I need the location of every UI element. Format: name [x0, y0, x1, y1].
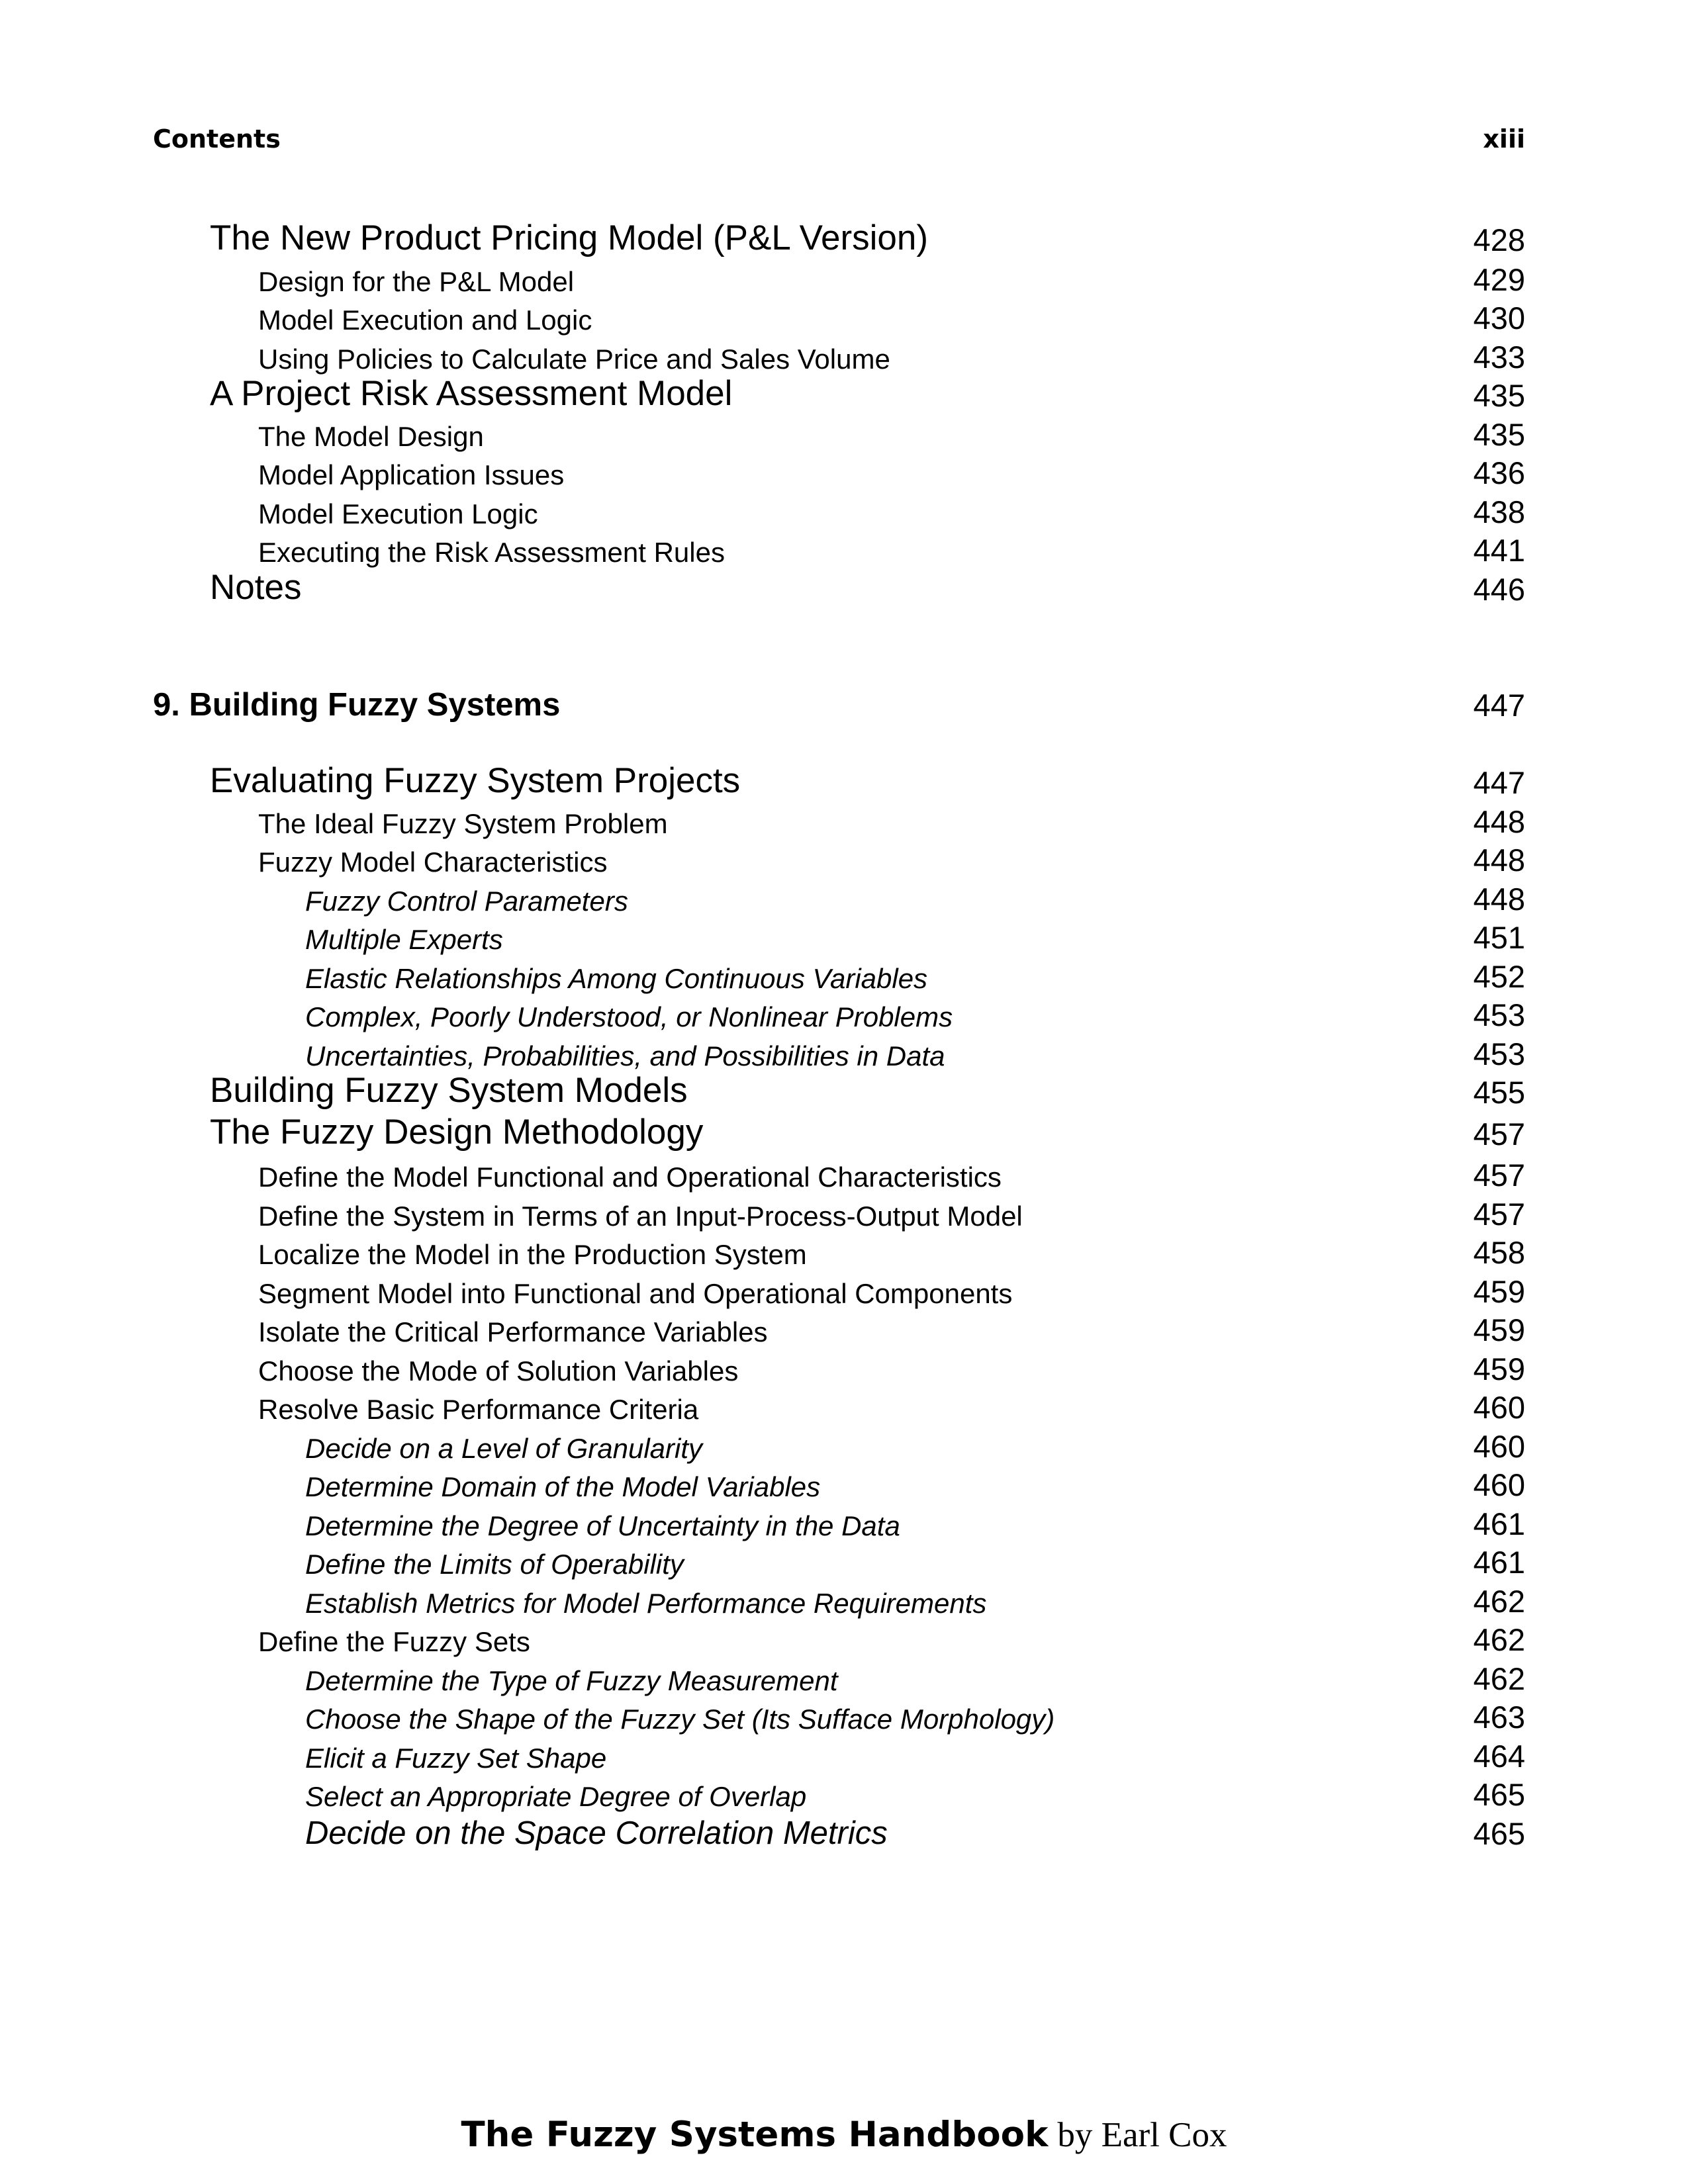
- toc-entry: [0, 1623, 1688, 1663]
- toc-entry-title: Notes: [210, 568, 302, 607]
- toc-entry-title: Model Application Issues: [258, 459, 565, 490]
- toc-entry-page: 462: [1473, 1622, 1525, 1657]
- toc-entry-title: Choose the Mode of Solution Variables: [258, 1355, 739, 1387]
- toc-entry-title: Model Execution and Logic: [258, 304, 592, 336]
- toc-entry-title: A Project Risk Assessment Model: [210, 374, 733, 413]
- toc-entry-title: Fuzzy Control Parameters: [305, 886, 628, 917]
- toc-entry-page: 429: [1473, 262, 1525, 297]
- toc-entry-title: Elicit a Fuzzy Set Shape: [305, 1743, 607, 1774]
- toc-entry-page: 457: [1473, 1197, 1525, 1232]
- toc-entry-page: 453: [1473, 997, 1525, 1032]
- toc-entry: [0, 1546, 1688, 1586]
- toc-entry: [0, 1391, 1688, 1431]
- toc-entry-title: Select an Appropriate Degree of Overlap: [305, 1781, 807, 1812]
- book-title: The Fuzzy Systems Handbook: [461, 2115, 1049, 2155]
- toc-entry: [0, 568, 1688, 613]
- toc-entry: [0, 1662, 1688, 1702]
- toc-entry-title: Segment Model into Functional and Operational Components: [258, 1278, 1013, 1309]
- toc-entry: [0, 1071, 1688, 1116]
- toc-entry: [0, 1198, 1688, 1238]
- toc-entry-page: 438: [1473, 494, 1525, 529]
- toc-entry-title: Multiple Experts: [305, 924, 503, 955]
- toc-entry-page: 460: [1473, 1390, 1525, 1425]
- toc-entry-title: The Ideal Fuzzy System Problem: [258, 808, 668, 839]
- toc-entry-title: Evaluating Fuzzy System Projects: [210, 761, 741, 800]
- toc-entry: [0, 1740, 1688, 1780]
- toc-entry-title: Building Fuzzy System Models: [210, 1071, 688, 1110]
- toc-entry: [0, 1236, 1688, 1276]
- toc-entry-title: Elastic Relationships Among Continuous Variables: [305, 963, 928, 994]
- book-author: by Earl Cox: [1057, 2116, 1227, 2154]
- toc-entry-page: 435: [1473, 417, 1525, 452]
- toc-entry-page: 436: [1473, 455, 1525, 490]
- toc-entry: [0, 457, 1688, 496]
- toc-entry-page: 448: [1473, 882, 1525, 917]
- toc-entry-page: 455: [1473, 1075, 1525, 1110]
- toc-entry: [0, 1701, 1688, 1741]
- toc-entry-title: The New Product Pricing Model (P&L Version): [210, 218, 928, 257]
- toc-entry-title: Define the System in Terms of an Input-Process-Output Model: [258, 1201, 1023, 1232]
- toc-entry-title: Determine the Type of Fuzzy Measurement: [305, 1665, 838, 1696]
- toc-entry-page: 461: [1473, 1545, 1525, 1580]
- toc-entry: [0, 1275, 1688, 1315]
- toc-entry-page: 448: [1473, 842, 1525, 878]
- toc-entry-page: 446: [1473, 572, 1525, 607]
- toc-entry-title: The Fuzzy Design Methodology: [210, 1113, 704, 1152]
- toc-entry: [0, 921, 1688, 961]
- header-page-number: xiii: [1483, 124, 1525, 154]
- toc-entry-title: Define the Fuzzy Sets: [258, 1626, 530, 1657]
- toc-entry: [0, 374, 1688, 419]
- toc-entry-title: Determine the Degree of Uncertainty in the Data: [305, 1510, 900, 1541]
- toc-chapter-entry: [0, 689, 1688, 729]
- toc-entry-page: 465: [1473, 1816, 1525, 1851]
- toc-entry: [0, 1159, 1688, 1199]
- toc-entry-page: 457: [1473, 1158, 1525, 1193]
- toc-entry-page: 462: [1473, 1661, 1525, 1696]
- toc-entry-title: Define the Model Functional and Operational Characteristics: [258, 1161, 1002, 1193]
- toc-entry-page: 460: [1473, 1429, 1525, 1464]
- toc-entry: [0, 218, 1688, 263]
- toc-entry-title: Localize the Model in the Production System: [258, 1239, 807, 1270]
- toc-entry-page: 459: [1473, 1312, 1525, 1347]
- toc-entry-title: The Model Design: [258, 421, 484, 452]
- toc-entry-title: Decide on the Space Correlation Metrics: [305, 1815, 888, 1851]
- toc-entry: [0, 1778, 1688, 1818]
- toc-entry-title: Uncertainties, Probabilities, and Possibilities in Data: [305, 1040, 945, 1071]
- toc-entry-page: 464: [1473, 1739, 1525, 1774]
- toc-entry-page: 459: [1473, 1274, 1525, 1309]
- toc-entry-title: Resolve Basic Performance Criteria: [258, 1394, 699, 1425]
- toc-entry: [0, 844, 1688, 884]
- running-header: [153, 124, 1525, 158]
- toc-entry-title: Choose the Shape of the Fuzzy Set (Its Sufface Morphology): [305, 1704, 1055, 1735]
- toc-entry: [0, 418, 1688, 458]
- toc-entry: [0, 1585, 1688, 1625]
- toc-entry-title: Fuzzy Model Characteristics: [258, 846, 608, 878]
- toc-entry-title: Design for the P&L Model: [258, 266, 575, 297]
- toc-entry-page: 462: [1473, 1584, 1525, 1619]
- toc-entry-page: 458: [1473, 1235, 1525, 1270]
- toc-entry-title: Define the Limits of Operability: [305, 1549, 684, 1580]
- toc-entry-page: 453: [1473, 1036, 1525, 1071]
- toc-entry-page: 428: [1473, 222, 1525, 257]
- toc-entry: [0, 1469, 1688, 1508]
- page-footer: [0, 2115, 1688, 2155]
- toc-entry: [0, 1817, 1688, 1857]
- toc-entry: [0, 302, 1688, 341]
- toc-entry: [0, 1113, 1688, 1158]
- toc-entry-title: Determine Domain of the Model Variables: [305, 1471, 821, 1502]
- toc-entry-title: Decide on a Level of Granularity: [305, 1433, 702, 1464]
- toc-entry: [0, 805, 1688, 845]
- toc-entry: [0, 999, 1688, 1038]
- toc-entry: [0, 263, 1688, 303]
- toc-entry-page: 451: [1473, 920, 1525, 955]
- toc-entry-page: 460: [1473, 1467, 1525, 1502]
- toc-entry-title: Complex, Poorly Understood, or Nonlinear Problems: [305, 1001, 953, 1032]
- toc-entry: [0, 1508, 1688, 1547]
- toc-entry-page: 463: [1473, 1700, 1525, 1735]
- toc-entry-title: Establish Metrics for Model Performance Requirements: [305, 1588, 987, 1619]
- toc-entry-title: 9. Building Fuzzy Systems: [153, 687, 561, 723]
- toc-entry-page: 430: [1473, 300, 1525, 336]
- toc-entry-page: 457: [1473, 1116, 1525, 1152]
- toc-entry: [0, 883, 1688, 923]
- header-section-title: Contents: [153, 124, 281, 154]
- toc-entry-title: Model Execution Logic: [258, 498, 538, 529]
- toc-entry-title: Using Policies to Calculate Price and Sales Volume: [258, 343, 890, 375]
- toc-entry-page: 461: [1473, 1506, 1525, 1541]
- toc-entry: [0, 761, 1688, 806]
- toc-entry-title: Isolate the Critical Performance Variables: [258, 1316, 768, 1347]
- toc-entry: [0, 1314, 1688, 1353]
- toc-entry-page: 435: [1473, 378, 1525, 413]
- toc-entry: [0, 960, 1688, 1000]
- toc-entry-page: 447: [1473, 688, 1525, 723]
- toc-entry: [0, 496, 1688, 535]
- toc-entry-page: 459: [1473, 1351, 1525, 1387]
- toc-entry-page: 452: [1473, 959, 1525, 994]
- toc-entry-page: 448: [1473, 804, 1525, 839]
- toc-entry-page: 447: [1473, 765, 1525, 800]
- toc-entry: [0, 1430, 1688, 1470]
- toc-entry-page: 433: [1473, 340, 1525, 375]
- toc-entry: [0, 1353, 1688, 1392]
- toc-entry-page: 465: [1473, 1777, 1525, 1812]
- toc-entry-title: Executing the Risk Assessment Rules: [258, 537, 725, 568]
- toc-entry-page: 441: [1473, 533, 1525, 568]
